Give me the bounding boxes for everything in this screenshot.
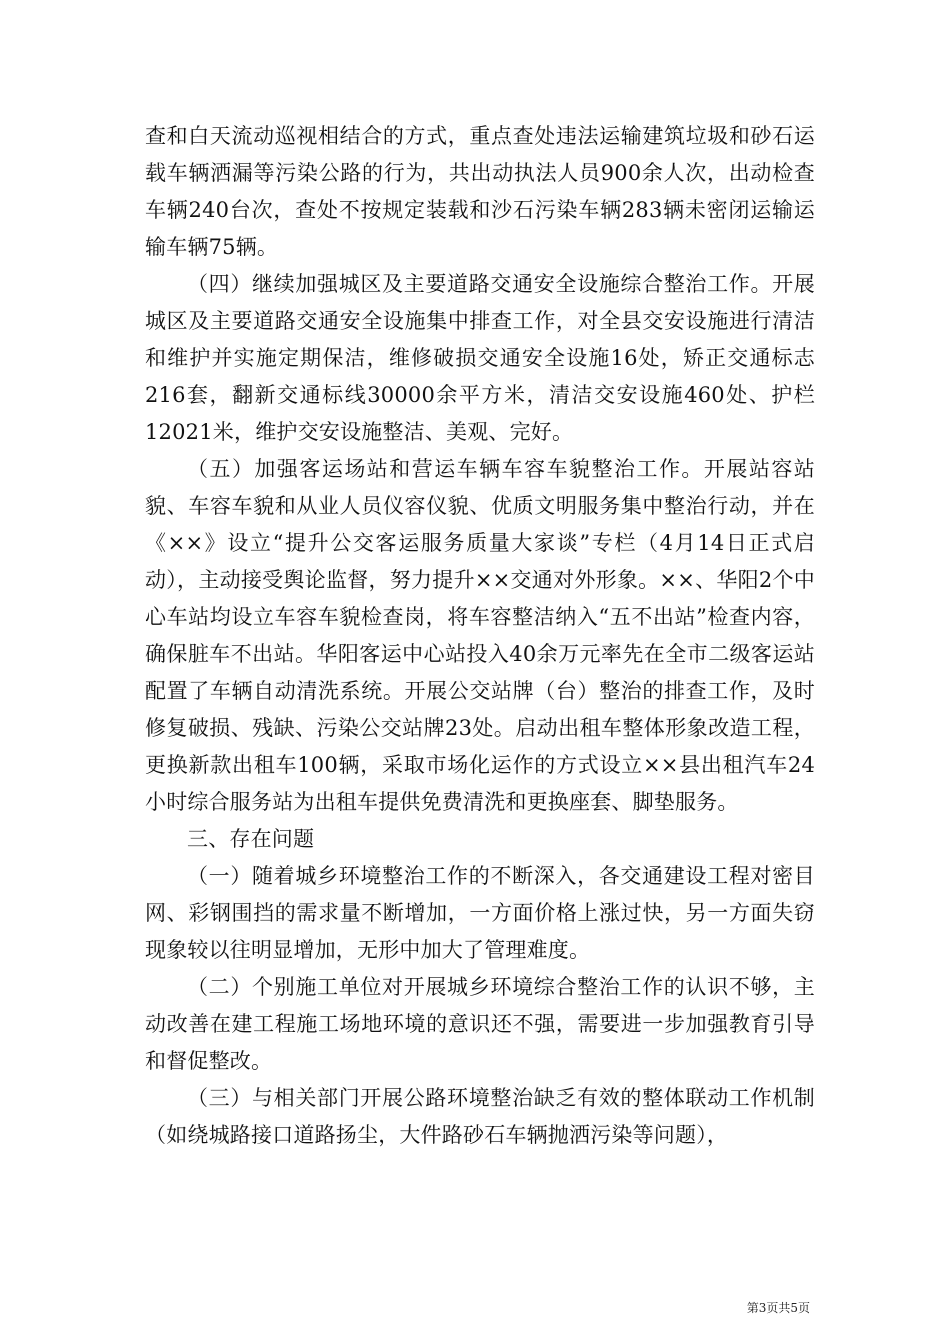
paragraph-problem-one: （一）随着城乡环境整治工作的不断深入，各交通建设工程对密目网、彩钢围挡的需求量不断增加，一方面价格上涨过快，另一方面失窃现象较以往明显增加，无形中加大了管理难度。 xyxy=(145,864,815,962)
paragraph-section-four: （四）继续加强城区及主要道路交通安全设施综合整治工作。开展城区及主要道路交通安全设施集中排查工作，对全县交安设施进行清洁和维护并实施定期保洁，维修破损交通安全设施16处，矫正交通标志216套，翻新交通标线30000余平方米，清洁交安设施460处、护栏12021米，维护交安设施整洁、美观、完好。 xyxy=(145,272,815,444)
paragraph-continuation: 查和白天流动巡视相结合的方式，重点查处违法运输建筑垃圾和砂石运载车辆洒漏等污染公路的行为，共出动执法人员900余人次，出动检查车辆240台次，查处不按规定装载和沙石污染车辆283辆未密闭运输运输车辆75辆。 xyxy=(145,124,815,259)
paragraph-problem-two: （二）个别施工单位对开展城乡环境综合整治工作的认识不够，主动改善在建工程施工场地环境的意识还不强，需要进一步加强教育引导和督促整改。 xyxy=(145,975,815,1073)
paragraph-section-five: （五）加强客运场站和营运车辆车容车貌整治工作。开展站容站貌、车容车貌和从业人员仪容仪貌、优质文明服务集中整治行动，并在《××》设立“提升公交客运服务质量大家谈”专栏（4月14日正式启动），主动接受舆论监督，努力提升××交通对外形象。××、华阳2个中心车站均设立车容车貌检查岗，将车容整洁纳入“五不出站”检查内容，确保脏车不出站。华阳客运中心站投入40余万元率先在全市二级客运站配置了车辆自动清洗系统。开展公交站牌（台）整治的排查工作，及时修复破损、残缺、污染公交站牌23处。启动出租车整体形象改造工程，更换新款出租车100辆，采取市场化运作的方式设立××县出租汽车24小时综合服务站为出租车提供免费清洗和更换座套、脚垫服务。 xyxy=(145,457,815,814)
section-heading-problems: 三、存在问题 xyxy=(187,827,315,851)
page-number-footer: 第3页共5页 xyxy=(746,1301,810,1315)
paragraph-problem-three: （三）与相关部门开展公路环境整治缺乏有效的整体联动工作机制（如绕城路接口道路扬尘，大件路砂石车辆抛洒污染等问题）， xyxy=(145,1086,815,1147)
document-body xyxy=(145,118,815,1154)
